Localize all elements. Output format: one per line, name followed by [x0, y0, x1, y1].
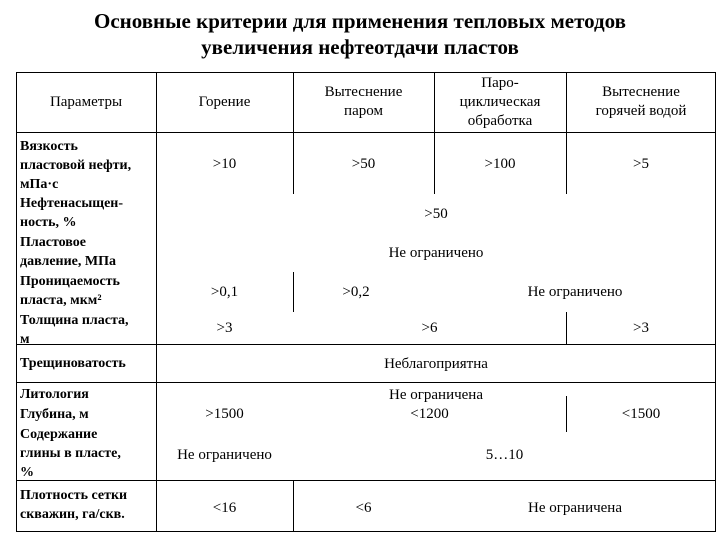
param-thickness-line-2: м [20, 332, 30, 347]
param-saturation-line-1: Нефтенасыщен- [20, 196, 124, 211]
value-depth-burning: >1500 [205, 405, 244, 422]
param-depth-label: Глубина, м [20, 407, 89, 422]
page-title [0, 8, 720, 60]
param-pressure-line-1: Пластовое [20, 235, 86, 250]
param-viscosity-line-2: пластовой нефти, [20, 158, 132, 173]
param-viscosity [20, 137, 131, 194]
param-clay-line-3: % [20, 465, 34, 480]
value-clay-other: 5…10 [485, 446, 524, 463]
value-viscosity-hotwater: >5 [633, 155, 649, 172]
header-cyclic-line-3: обработка [467, 112, 533, 129]
param-permeability-line-1: Проницаемость [20, 274, 120, 289]
header-cyclic-line-2: циклическая [459, 93, 541, 110]
value-saturation: >50 [424, 205, 448, 222]
param-thickness [20, 311, 129, 349]
value-pressure: Не ограничено [388, 244, 484, 261]
header-cyclic-line-1: Паро- [481, 74, 519, 91]
value-viscosity-steam: >50 [351, 155, 376, 172]
param-thickness-line-1: Толщина пласта, [20, 313, 129, 328]
value-thickness-hotwater: >3 [633, 319, 649, 336]
header-steam-flooding [293, 72, 434, 132]
title-line-2: увеличения нефтеотдачи пластов [201, 35, 519, 59]
param-saturation [20, 194, 123, 232]
value-thickness-steam: >6 [421, 319, 438, 336]
param-fracturing [20, 354, 126, 373]
header-burning-label: Горение [198, 93, 251, 110]
value-viscosity-burning: >10 [212, 155, 237, 172]
param-depth [20, 405, 89, 424]
header-hot-water [566, 72, 716, 132]
param-saturation-line-2: ность, % [20, 215, 77, 230]
param-clay-line-1: Содержание [20, 427, 98, 442]
value-thickness-burning: >3 [216, 319, 233, 336]
param-clay [20, 425, 121, 482]
header-burning [156, 72, 293, 132]
value-permeability-burning: >0,1 [210, 283, 239, 300]
header-parameters-label: Параметры [49, 93, 123, 110]
value-lithology: Не ограничена [389, 386, 483, 403]
param-fracturing-label: Трещиноватость [20, 356, 126, 371]
param-viscosity-line-1: Вязкость [20, 139, 78, 154]
title-line-1: Основные критерии для применения тепловых методов [93, 9, 626, 33]
value-viscosity-cyclic: >100 [484, 155, 516, 172]
header-parameters [16, 72, 156, 132]
value-depth-hotwater: <1500 [621, 405, 661, 422]
header-steam-line-2: паром [344, 103, 383, 119]
header-steam-line-1: Вытеснение [324, 84, 403, 100]
param-density-line-1: Плотность сетки [20, 488, 128, 503]
value-permeability-steam: >0,2 [342, 283, 370, 300]
param-clay-line-2: глины в пласте, [20, 446, 121, 461]
value-clay-burning: Не ограничено [177, 446, 272, 463]
value-density-steam: <6 [355, 499, 372, 516]
param-lithology [20, 385, 89, 404]
param-lithology-label: Литология [20, 387, 89, 402]
header-cyclic-steam [434, 72, 566, 132]
header-hotwater-line-1: Вытеснение [602, 84, 680, 100]
param-density-line-2: скважин, га/скв. [20, 507, 125, 522]
value-depth-steam: <1200 [410, 405, 449, 422]
criteria-table [16, 72, 716, 532]
value-density-other: Не ограничена [528, 499, 622, 516]
param-density [20, 486, 127, 524]
param-pressure [20, 233, 116, 271]
param-permeability-line-2: пласта, мкм² [20, 293, 102, 308]
param-pressure-line-2: давление, МПа [20, 254, 116, 269]
value-fracturing: Неблагоприятна [384, 355, 488, 372]
param-permeability [20, 272, 120, 310]
param-viscosity-line-3: мПа·с [20, 177, 59, 192]
value-permeability-other: Не ограничено [527, 283, 623, 300]
header-hotwater-line-2: горячей водой [595, 103, 687, 119]
value-density-burning: <16 [212, 499, 237, 516]
